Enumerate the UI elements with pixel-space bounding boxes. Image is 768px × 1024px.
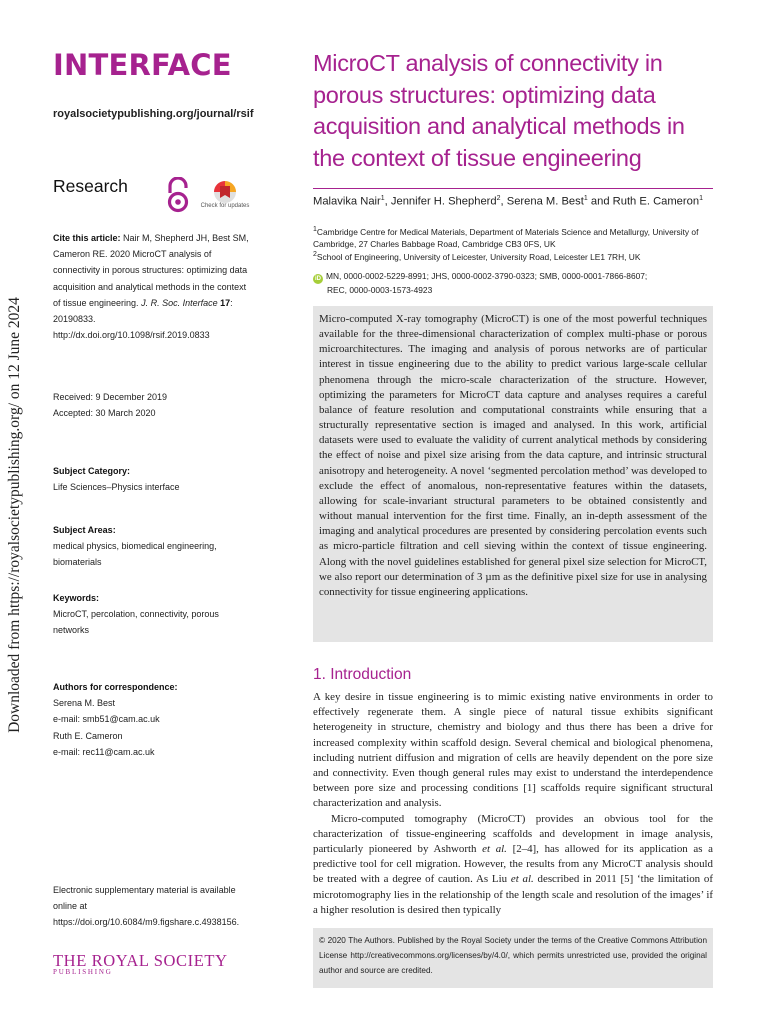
affiliation-1-num: 1 — [313, 226, 317, 233]
download-notice-text: Downloaded from https://royalsocietypublishing.org/ on 12 June 2024 — [6, 297, 24, 733]
cite-journal: J. R. Soc. Interface — [141, 297, 218, 308]
correspondence-label: Authors for correspondence: — [53, 682, 178, 692]
accepted-date: Accepted: 30 March 2020 — [53, 408, 156, 419]
intro-p2-part-b: [2–4], has allowed for its application as a predictive tool for cell migration. However, the results from any MicroCT analysis should be treated with a degree of caution. As Liu — [313, 843, 713, 886]
cite-label: Cite this article: — [53, 233, 121, 243]
subject-areas-block — [53, 522, 253, 571]
correspondence-email-2[interactable]: e-mail: rec11@cam.ac.uk — [53, 746, 155, 757]
journal-logo[interactable]: INTERFACE — [53, 48, 232, 82]
subject-category-label: Subject Category: — [53, 466, 131, 476]
subject-category-block — [53, 463, 253, 495]
cite-volume: 17 — [217, 297, 231, 308]
keywords-value: MicroCT, percolation, connectivity, porous networks — [53, 609, 219, 636]
article-title: MicroCT analysis of connectivity in porous structures: optimizing data acquisition and analytical methods in the context of tissue engineering — [313, 50, 685, 171]
correspondence-block — [53, 679, 253, 760]
introduction-paragraph-2 — [313, 812, 713, 918]
author-2-affil: 2 — [496, 195, 501, 202]
intro-p2-part-c: described in 2011 [5] ‘the limitation of microtomography lies in the relationship of the length scale and resolution of the images’ if a higher resolution is desired then typically — [313, 873, 714, 916]
check-for-updates-label[interactable]: Check for updates — [200, 203, 250, 209]
abstract-text: Micro-computed X-ray tomography (MicroCT) is one of the most powerful techniques available for the three-dimensional characterization of complex multi-phase or porous microarchitectures. The imaging and analysis of porous networks are of particular interest in tissue engineering due to the ability to predict various large-scale cellular phenomena through the micro-scale characterization of the structure. However, optimizing the parameters for MicroCT data capture and analyses requires a careful balance of feature resolution and computational constraints while ensuring that a structurally representative section is imaged and analysed. In this work, artificial datasets were used to evaluate the validity of current analytical methods by considering the effect of noise and pixel size arising from the data capture, and intrinsic structural anisotropy and heterogeneity. A novel ‘segmented percolation method’ was developed to exclude the effect of anomalous, non-representative features within the datasets, allowing for scale-invariant structural parameters to be obtained consistently and without manual intervention for the first time. Finally, an in-depth assessment of the imaging and analytical procedures are presented by considering percolation events such as micro-particle filtration and cell sieving within the context of tissue engineering. Along with the novel guidelines established for general pixel size selection for MicroCT, we also report our determination of 3 µm as the definitive pixel size for use in analysing connectivity for tissue engineering applications. — [319, 313, 707, 598]
intro-p2-etal-2: et al. — [510, 873, 534, 886]
title-divider — [313, 188, 713, 189]
subject-category-value[interactable]: Life Sciences–Physics interface — [53, 482, 180, 493]
cite-article-no: : 20190833. — [53, 297, 233, 325]
license-text: © 2020 The Authors. Published by the Royal Society under the terms of the Creative Commons Attribution License http://creativecommons.org/licenses/by/4.0/, which permits unrestricted use, provided the original author and source are credited. — [319, 936, 707, 975]
correspondence-name-1: Serena M. Best — [53, 698, 116, 709]
download-notice — [2, 297, 28, 733]
publisher-logo[interactable]: THE ROYAL SOCIETY — [53, 951, 228, 970]
affiliation-2-num: 2 — [313, 251, 317, 258]
author-3-affil: 1 — [583, 195, 588, 202]
check-for-updates-icon[interactable] — [205, 178, 245, 218]
author-2[interactable]: , Jennifer H. Shepherd — [384, 195, 497, 208]
affiliation-2-text: School of Engineering, University of Leicester, University Road, Leicester LE1 7RH, UK — [316, 251, 641, 262]
author-list — [313, 195, 718, 208]
cite-text: Nair M, Shepherd JH, Best SM, Cameron RE. 2020 MicroCT analysis of connectivity in porous structures: optimizing data acquisition and analytical methods in the context of tissue engineering. — [53, 233, 249, 308]
affiliation-1-text: Cambridge Centre for Medical Materials, Department of Materials Science and Metallurgy, University of Cambridge, 27 Charles Babbage Road, Cambridge CB3 0FS, UK — [313, 226, 699, 250]
cite-doi-link[interactable]: http://dx.doi.org/10.1098/rsif.2019.0833 — [53, 330, 210, 341]
affiliation-1 — [313, 224, 713, 250]
supplementary-note[interactable]: Electronic supplementary material is available online at https://doi.org/10.6084/m9.figshare.c.4938156. — [53, 885, 240, 928]
subject-areas-label: Subject Areas: — [53, 525, 116, 535]
keywords-label: Keywords: — [53, 593, 100, 603]
correspondence-email-1[interactable]: e-mail: smb51@cam.ac.uk — [53, 714, 160, 725]
orcid-icon[interactable]: iD — [315, 276, 321, 282]
correspondence-name-2: Ruth E. Cameron — [53, 730, 123, 741]
received-date: Received: 9 December 2019 — [53, 392, 168, 402]
article-type: Research — [53, 176, 128, 196]
affiliation-2 — [313, 249, 713, 263]
citation-block — [53, 230, 253, 343]
license-box — [313, 928, 713, 988]
abstract-box — [313, 306, 713, 642]
author-1[interactable]: Malavika Nair — [313, 195, 381, 208]
keywords-block — [53, 590, 253, 639]
dates-block — [53, 389, 253, 421]
author-4[interactable]: and Ruth E. Cameron — [587, 195, 700, 208]
intro-p2-etal-1: et al. — [482, 843, 507, 856]
introduction-paragraph-1: A key desire in tissue engineering is to mimic existing native environments in order to effectively regenerate them. A single piece of natural tissue exhibits significant heterogeneity in structure, chemistry and biology and thus there has been a drive for increased complexity within scaffold design. Several chemical and biological phenomena, including nutrient diffusion and migration of cells are heavily dependent on the pore size and connectivity. Even though general rules may exist to understand the interdependence between pore size and processing conditions [1] scaffolds require significant structural characterization and analysis. — [313, 691, 713, 810]
author-4-affil: 1 — [699, 195, 703, 202]
intro-p2-part-a: Micro-computed tomography (MicroCT) provides an obvious tool for the characterization of tissue-engineering scaffolds and development in image analysis, particularly pioneered by Ashworth — [313, 812, 713, 856]
orcid-block — [313, 270, 713, 297]
orcid-line-2[interactable]: REC, 0000-0003-1573-4923 — [327, 285, 433, 295]
open-access-icon — [165, 177, 191, 213]
orcid-line-1[interactable]: MN, 0000-0002-5229-8991; JHS, 0000-0002-3790-0323; SMB, 0000-0001-7866-8607; — [326, 271, 648, 281]
section-heading-introduction: 1. Introduction — [313, 666, 412, 683]
journal-url-link[interactable]: royalsocietypublishing.org/journal/rsif — [53, 108, 254, 120]
author-1-affil: 1 — [380, 195, 385, 202]
introduction-body — [313, 690, 713, 918]
publisher-logo-sub: PUBLISHING — [53, 968, 113, 976]
author-3[interactable]: , Serena M. Best — [500, 195, 584, 208]
subject-areas-value[interactable]: medical physics, biomedical engineering, biomaterials — [53, 541, 217, 568]
